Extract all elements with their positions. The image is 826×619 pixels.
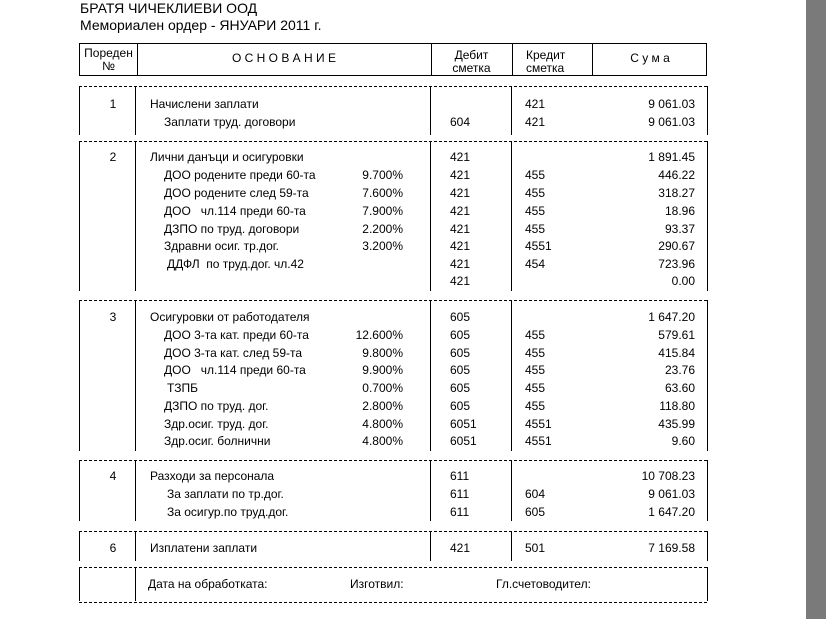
row-percentage: 7.900% — [362, 204, 403, 218]
row-debit-account: 421 — [450, 541, 471, 555]
row-description: Начислени заплати — [150, 97, 259, 111]
table-row — [0, 150, 826, 164]
row-description: ДЗПО по труд. договори — [164, 222, 300, 236]
row-description: ДОО чл.114 преди 60-та — [164, 204, 306, 218]
row-credit-account: 454 — [525, 257, 546, 271]
row-amount: 723.96 — [658, 257, 695, 271]
row-debit-account: 604 — [450, 115, 471, 129]
row-amount: 118.80 — [659, 399, 695, 413]
table-row — [0, 115, 826, 129]
row-number: 3 — [109, 310, 117, 324]
table-row — [0, 274, 826, 288]
row-credit-account: 4551 — [525, 434, 552, 448]
section-separator — [79, 141, 707, 142]
row-amount: 63.60 — [664, 381, 695, 395]
row-debit-account: 605 — [450, 381, 471, 395]
row-amount: 9.60 — [671, 434, 695, 448]
row-percentage: 12.600% — [355, 328, 403, 342]
row-debit-account: 605 — [450, 399, 471, 413]
table-row — [0, 97, 826, 111]
row-description: ДОО 3-та кат. след 59-та — [164, 346, 303, 360]
row-percentage: 2.200% — [362, 222, 403, 236]
row-credit-account: 455 — [525, 381, 546, 395]
row-description: ДЗПО по труд. дог. — [164, 399, 269, 413]
row-description: ДОО чл.114 преди 60-та — [164, 363, 306, 377]
row-debit-account: 421 — [450, 257, 471, 271]
row-amount: 1 891.45 — [648, 150, 695, 164]
row-amount: 0.00 — [671, 274, 695, 288]
section-separator — [79, 300, 707, 301]
table-row — [0, 328, 826, 342]
row-amount: 23.76 — [664, 363, 695, 377]
row-credit-account: 455 — [525, 346, 546, 360]
row-credit-account: 455 — [525, 328, 546, 342]
footer-bottom-dash — [79, 602, 707, 603]
row-amount: 415.84 — [658, 346, 695, 360]
header-amount: С у м а — [630, 51, 670, 65]
row-credit-account: 455 — [525, 399, 546, 413]
row-percentage: 4.800% — [362, 434, 403, 448]
prepared-by-label: Изготвил: — [350, 577, 404, 591]
row-percentage: 3.200% — [362, 239, 403, 253]
row-amount: 318.27 — [658, 186, 695, 200]
row-number: 4 — [109, 469, 117, 483]
table-row — [0, 186, 826, 200]
row-percentage: 0.700% — [362, 381, 403, 395]
row-amount: 435.99 — [658, 417, 695, 431]
row-amount: 1 647.20 — [648, 505, 695, 519]
table-row — [0, 168, 826, 182]
header-basis: О С Н О В А Н И Е — [232, 51, 336, 65]
table-row — [0, 204, 826, 218]
row-percentage: 9.700% — [362, 168, 403, 182]
row-debit-account: 421 — [450, 150, 471, 164]
row-debit-account: 421 — [450, 204, 471, 218]
row-description: ТЗПБ — [167, 381, 198, 395]
section-separator — [79, 531, 707, 532]
row-percentage: 4.800% — [362, 417, 403, 431]
row-number: 1 — [109, 97, 117, 111]
row-credit-account: 4551 — [525, 239, 552, 253]
table-header — [79, 43, 707, 76]
row-credit-account: 604 — [525, 487, 546, 501]
row-debit-account: 611 — [450, 469, 470, 483]
table-row — [0, 399, 826, 413]
chief-accountant-label: Гл.счетоводител: — [496, 577, 591, 591]
row-description: Здр.осиг. болнични — [164, 434, 271, 448]
table-row — [0, 239, 826, 253]
row-number: 2 — [109, 150, 117, 164]
row-credit-account: 605 — [525, 505, 546, 519]
row-credit-account: 501 — [525, 541, 546, 555]
table-row — [0, 257, 826, 271]
row-description: Лични данъци и осигуровки — [150, 150, 304, 164]
row-percentage: 2.800% — [362, 399, 403, 413]
company-name: БРАТЯ ЧИЧЕКЛИЕВИ ООД — [80, 0, 258, 16]
row-debit-account: 605 — [450, 346, 471, 360]
table-row — [0, 487, 826, 501]
row-debit-account: 421 — [450, 274, 471, 288]
row-debit-account: 421 — [450, 168, 471, 182]
section-separator — [79, 86, 707, 87]
row-debit-account: 6051 — [450, 417, 477, 431]
row-debit-account: 605 — [450, 328, 471, 342]
row-amount: 9 061.03 — [648, 97, 695, 111]
row-credit-account: 455 — [525, 222, 546, 236]
row-description: За осигур.по труд.дог. — [167, 505, 289, 519]
row-description: ДДФЛ по труд.дог. чл.42 — [167, 257, 304, 271]
row-debit-account: 6051 — [450, 434, 477, 448]
row-amount: 93.37 — [664, 222, 695, 236]
processing-date-label: Дата на обработката: — [148, 577, 268, 591]
row-description: ДОО родените преди 60-та — [164, 168, 316, 182]
header-credit-account: Кредит сметка — [526, 48, 566, 75]
table-row — [0, 381, 826, 395]
row-debit-account: 421 — [450, 222, 471, 236]
row-debit-account: 421 — [450, 186, 471, 200]
row-amount: 9 061.03 — [648, 115, 695, 129]
table-row — [0, 363, 826, 377]
row-credit-account: 455 — [525, 168, 546, 182]
row-amount: 18.96 — [664, 204, 695, 218]
row-amount: 290.67 — [658, 239, 695, 253]
row-description: ДОО родените след 59-та — [164, 186, 309, 200]
row-debit-account: 421 — [450, 239, 471, 253]
row-percentage: 7.600% — [362, 186, 403, 200]
row-description: Здравни осиг. тр.дог. — [164, 239, 280, 253]
table-row — [0, 222, 826, 236]
document-title: Мемориален ордер - ЯНУАРИ 2011 г. — [80, 17, 322, 33]
row-amount: 10 708.23 — [641, 469, 695, 483]
section-separator — [79, 460, 707, 461]
table-row — [0, 417, 826, 431]
header-debit-account: Дебит сметка — [452, 48, 491, 75]
table-row — [0, 541, 826, 555]
row-credit-account: 421 — [525, 97, 546, 111]
row-amount: 9 061.03 — [648, 487, 695, 501]
row-amount: 7 169.58 — [648, 541, 695, 555]
table-row — [0, 346, 826, 360]
row-description: Изплатени заплати — [150, 541, 258, 555]
row-debit-account: 611 — [450, 487, 470, 501]
row-credit-account: 455 — [525, 186, 546, 200]
row-description: За заплати по тр.дог. — [167, 487, 284, 501]
row-amount: 446.22 — [658, 168, 695, 182]
row-debit-account: 605 — [450, 310, 471, 324]
row-description: Здр.осиг. труд. дог. — [164, 417, 269, 431]
header-serial-number: Пореден № — [84, 46, 133, 73]
footer-top-dash — [79, 567, 707, 568]
row-percentage: 9.800% — [362, 346, 403, 360]
row-debit-account: 611 — [450, 505, 470, 519]
row-description: Разходи за персонала — [150, 469, 275, 483]
row-percentage: 9.900% — [362, 363, 403, 377]
table-row — [0, 505, 826, 519]
table-row — [0, 469, 826, 483]
row-credit-account: 421 — [525, 115, 546, 129]
row-credit-account: 455 — [525, 363, 546, 377]
row-amount: 1 647.20 — [648, 310, 695, 324]
row-credit-account: 455 — [525, 204, 546, 218]
row-description: Осигуровки от работодателя — [150, 310, 310, 324]
row-debit-account: 605 — [450, 363, 471, 377]
row-amount: 579.61 — [658, 328, 695, 342]
row-credit-account: 4551 — [525, 417, 552, 431]
row-description: ДОО 3-та кат. преди 60-та — [164, 328, 309, 342]
row-description: Заплати труд. договори — [164, 115, 296, 129]
row-number: 6 — [109, 541, 117, 555]
table-row — [0, 310, 826, 324]
table-row — [0, 434, 826, 448]
